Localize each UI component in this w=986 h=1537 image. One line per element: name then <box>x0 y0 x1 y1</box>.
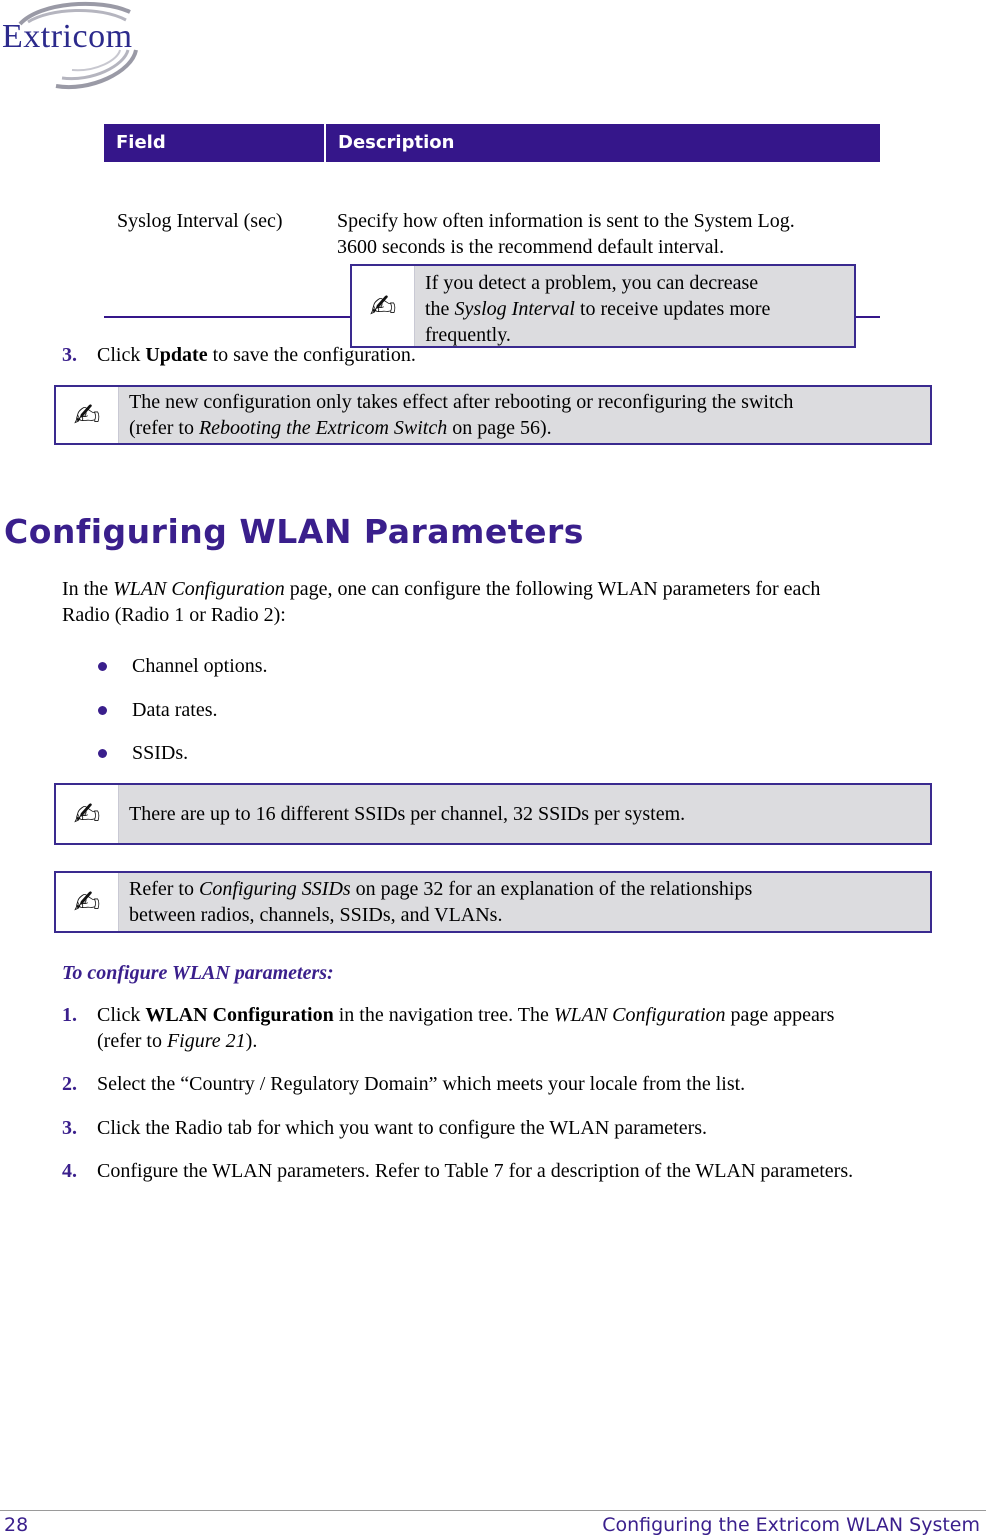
pencil-note-icon: ✍ <box>352 266 415 346</box>
list-item: SSIDs. <box>132 742 189 764</box>
step-number: 1. <box>62 1004 77 1026</box>
step-text: Select the “Country / Regulatory Domain” which meets your locale from the list. <box>97 1073 746 1095</box>
bullet-icon <box>98 662 107 671</box>
footer-divider <box>0 1510 986 1511</box>
reboot-note <box>54 385 932 445</box>
list-item: Data rates. <box>132 699 218 721</box>
field-description-table <box>104 124 880 346</box>
extricom-logo <box>0 0 140 92</box>
table-row <box>104 162 880 346</box>
note-text <box>415 266 854 346</box>
step-text: Click Update to save the configuration. <box>97 344 416 366</box>
note-line: frequently. <box>425 324 511 346</box>
description-line: Specify how often information is sent to the System Log. <box>337 210 795 232</box>
ssids-note <box>54 783 932 845</box>
note-line: Refer to Configuring SSIDs on page 32 for an explanation of the relationships <box>129 878 753 900</box>
refer-note <box>54 871 932 933</box>
pencil-note-icon: ✍ <box>56 873 119 931</box>
footer-title: Configuring the Extricom WLAN System <box>602 1514 980 1536</box>
step-text: Click WLAN Configuration in the navigation tree. The WLAN Configuration page appears (refer to Figure 21). <box>97 1004 835 1052</box>
logo-wordmark: Extricom <box>2 18 133 55</box>
bullet-icon <box>98 749 107 758</box>
header-field: Field <box>104 124 324 162</box>
note-text <box>119 387 930 443</box>
description-line: 3600 seconds is the recommend default interval. <box>337 236 725 258</box>
step-text: Configure the WLAN parameters. Refer to Table 7 for a description of the WLAN parameters. <box>97 1160 854 1182</box>
header-description: Description <box>326 124 880 162</box>
table-header <box>104 124 880 162</box>
cell-description <box>337 208 877 260</box>
cell-field-name: Syslog Interval (sec) <box>117 210 283 232</box>
footer-page-number: 28 <box>4 1514 29 1536</box>
syslog-note <box>350 264 856 348</box>
note-text <box>119 873 930 931</box>
section-heading: Configuring WLAN Parameters <box>4 512 584 551</box>
step-number: 2. <box>62 1073 77 1095</box>
pencil-note-icon: ✍ <box>56 785 119 843</box>
note-text: There are up to 16 different SSIDs per channel, 32 SSIDs per system. <box>119 785 930 843</box>
step-number: 3. <box>62 344 77 366</box>
note-line: (refer to Rebooting the Extricom Switch on page 56). <box>129 417 552 439</box>
note-line: If you detect a problem, you can decrease <box>425 272 759 294</box>
note-line: the Syslog Interval to receive updates more <box>425 298 771 320</box>
step-number: 4. <box>62 1160 77 1182</box>
pencil-note-icon: ✍ <box>56 387 119 443</box>
note-line: The new configuration only takes effect after rebooting or reconfiguring the switch <box>129 391 794 413</box>
bullet-icon <box>98 706 107 715</box>
intro-paragraph: In the WLAN Configuration page, one can configure the following WLAN parameters for each Radio (Radio 1 or Radio 2): <box>62 578 821 626</box>
note-line: between radios, channels, SSIDs, and VLANs. <box>129 904 503 926</box>
procedure-title: To configure WLAN parameters: <box>62 962 334 984</box>
step-number: 3. <box>62 1117 77 1139</box>
step-text: Click the Radio tab for which you want to configure the WLAN parameters. <box>97 1117 708 1139</box>
list-item: Channel options. <box>132 655 268 677</box>
